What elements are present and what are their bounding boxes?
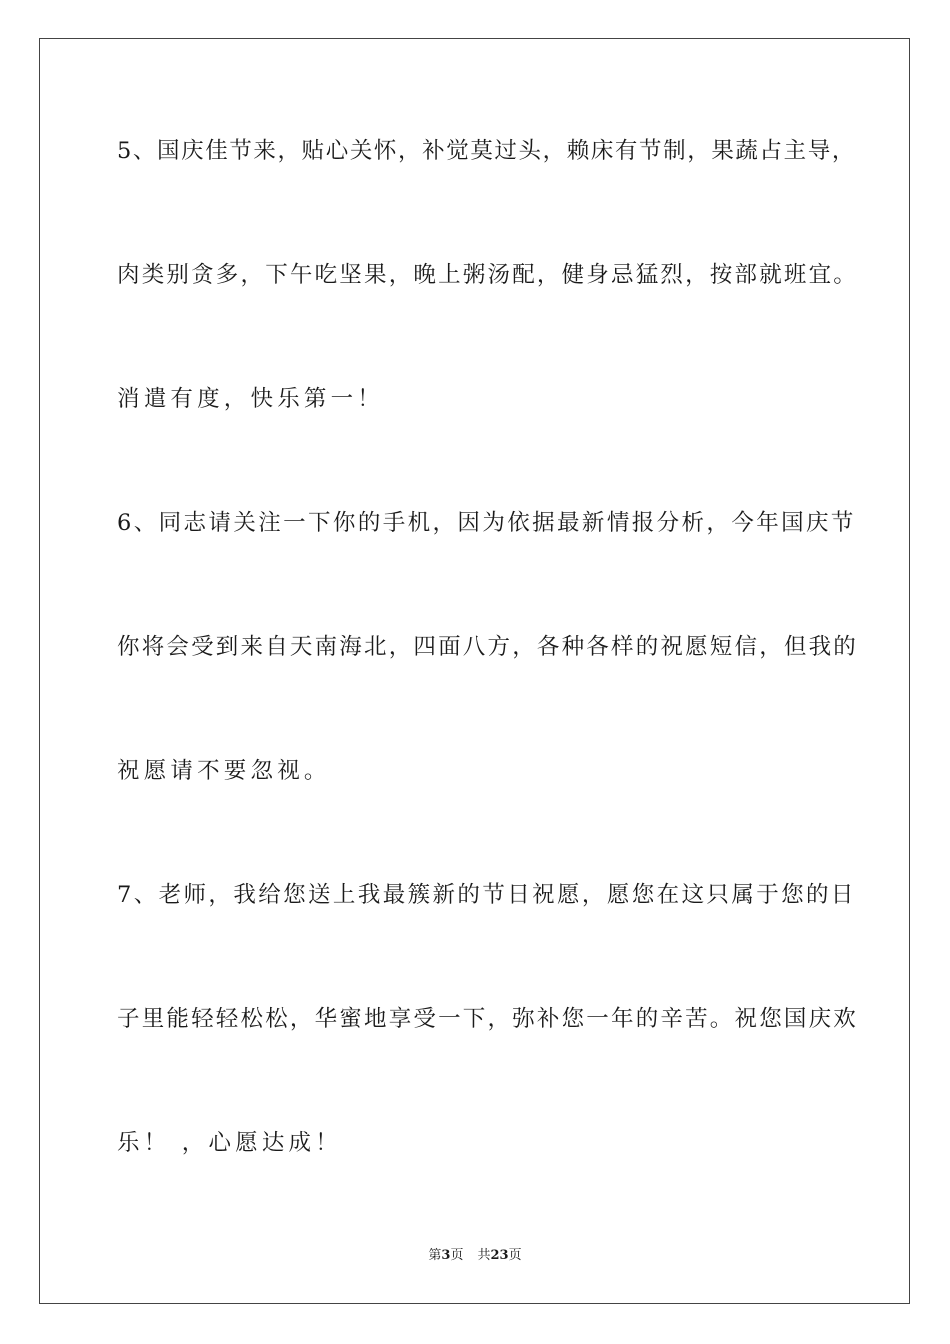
total-pages: 23 (490, 1248, 509, 1263)
total-suffix: 页 (508, 1248, 522, 1263)
page-suffix: 页 (450, 1248, 464, 1263)
text-line-7: 7、老师，我给您送上我最簇新的节日祝愿，愿您在这只属于您的日 (117, 882, 856, 908)
text-line-4: 6、同志请关注一下你的手机，因为依据最新情报分析，今年国庆节 (117, 510, 856, 536)
text-line-1: 5、国庆佳节来，贴心关怀，补觉莫过头，赖床有节制，果蔬占主导， (117, 138, 856, 164)
page-number: 3 (441, 1248, 451, 1263)
text-line-6: 祝愿请不要忽视。 (117, 758, 331, 784)
text-line-5: 你将会受到来自天南海北，四面八方，各种各样的祝愿短信，但我的 (117, 634, 859, 660)
page-footer (0, 1246, 950, 1266)
total-prefix: 共 (477, 1248, 491, 1263)
page-border (39, 38, 910, 1304)
text-line-8: 子里能轻轻松松，华蜜地享受一下，弥补您一年的辛苦。祝您国庆欢 (117, 1006, 859, 1032)
text-line-9: 乐！ ，心愿达成！ (117, 1130, 342, 1156)
page-prefix: 第 (428, 1248, 442, 1263)
text-line-3: 消遣有度，快乐第一！ (117, 386, 385, 412)
text-line-2: 肉类别贪多，下午吃坚果，晚上粥汤配，健身忌猛烈，按部就班宜。 (117, 262, 859, 288)
